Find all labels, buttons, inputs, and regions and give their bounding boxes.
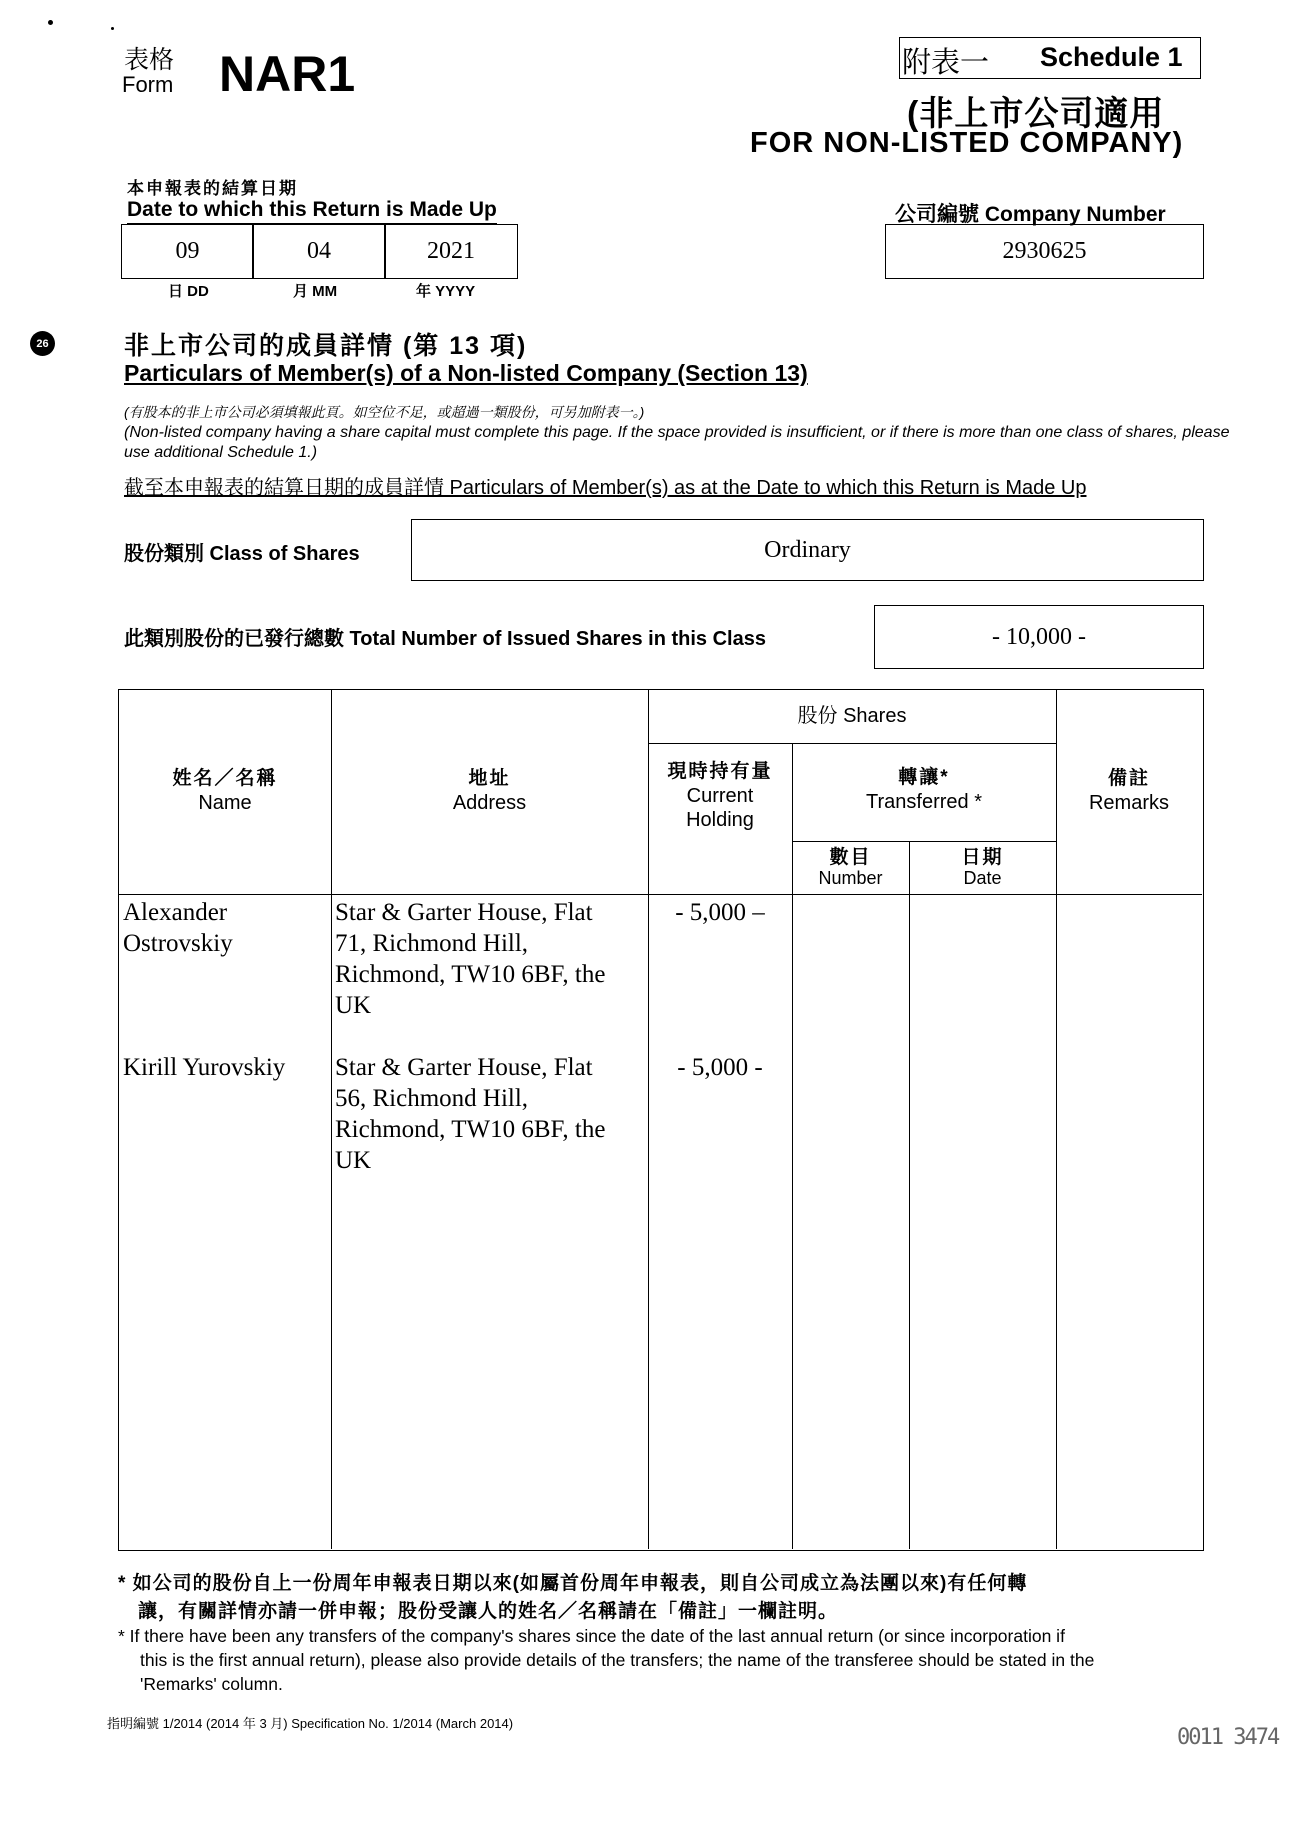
transferred-group-header — [792, 766, 1056, 814]
footnote-line: this is the first annual return), please also provide details of the transfers; the name of the transferee should be stated in the — [140, 1650, 1095, 1670]
remarks-header-en: Remarks — [1088, 792, 1169, 814]
return-date-label-en: Date to which this Return is Made Up — [127, 198, 497, 224]
member-address-cell[interactable] — [335, 897, 645, 1021]
address-header-cn: 地址 — [468, 768, 511, 789]
member-name-line: Kirill Yurovskiy — [123, 1054, 286, 1081]
members-table — [118, 689, 1204, 1551]
form-code: NAR1 — [219, 46, 356, 102]
month-label: 月 MM — [293, 283, 338, 300]
transfer-number-column-header — [792, 847, 909, 889]
member-holding-cell[interactable]: - 5,000 - — [677, 1054, 763, 1081]
return-date-year-field[interactable]: 2021 — [384, 224, 518, 279]
total-issued-shares-field[interactable]: - 10,000 - — [874, 605, 1204, 669]
return-date-day-field[interactable]: 09 — [121, 224, 254, 279]
remarks-column-header — [1056, 767, 1202, 815]
footnote-line: 讓，有關詳情亦請一併申報；股份受讓人的姓名／名稱請在「備註」一欄註明。 — [138, 1601, 839, 1622]
shares-group-header: 股份 Shares — [797, 705, 907, 727]
footnote-line: * 如公司的股份自上一份周年申報表日期以來(如屬首份周年申報表，則自公司成立為法團以來)有任何轉 — [118, 1573, 1028, 1594]
member-name-line: Ostrovskiy — [123, 930, 233, 957]
holding-header-en: Current — [686, 785, 754, 807]
schedule-label-en: Schedule 1 — [1040, 42, 1183, 72]
section-number-badge: 26 — [30, 331, 55, 356]
name-column-header — [119, 767, 331, 815]
number-header-en: Number — [818, 868, 883, 888]
return-date-month-field[interactable]: 04 — [252, 224, 386, 279]
form-label-cn: 表格 — [124, 46, 175, 74]
non-listed-label-cn: (非上市公司適用 — [907, 95, 1165, 133]
member-address-line: UK — [335, 1147, 372, 1174]
member-holding-cell[interactable]: - 5,000 – — [675, 899, 765, 926]
specification-number: 指明編號 1/2014 (2014 年 3 月) Specification No. 1/2014 (March 2014) — [107, 1716, 514, 1731]
member-name-cell[interactable] — [123, 1052, 328, 1083]
holding-header-en-2: Holding — [686, 809, 754, 831]
member-name-cell[interactable] — [123, 897, 328, 959]
holding-header-cn: 現時持有量 — [667, 761, 773, 782]
remarks-header-cn: 備註 — [1107, 768, 1150, 789]
name-header-cn: 姓名／名稱 — [172, 768, 278, 789]
date-header-cn: 日期 — [961, 847, 1004, 868]
address-header-en: Address — [452, 792, 527, 814]
total-issued-shares-label: 此類別股份的已發行總數 Total Number of Issued Shares in this Class — [124, 628, 766, 650]
year-label: 年 YYYY — [416, 283, 476, 300]
member-name-line: Alexander — [123, 899, 228, 926]
particulars-as-at-heading: 截至本申報表的結算日期的成員詳情 Particulars of Member(s) as at the Date to which this Return is Made Up — [124, 477, 1087, 499]
footnote-line: 'Remarks' column. — [140, 1674, 283, 1694]
member-address-line: Star & Garter House, Flat — [335, 1054, 593, 1081]
section-title-en: Particulars of Member(s) of a Non-listed Company (Section 13) — [124, 360, 808, 386]
document-stamp-number: 0011 3474 — [1177, 1725, 1279, 1750]
day-label: 日 DD — [168, 283, 209, 300]
address-column-header — [331, 767, 648, 815]
current-holding-column-header — [648, 760, 792, 832]
transfer-date-column-header — [909, 847, 1056, 889]
section-title-cn: 非上市公司的成員詳情 (第 13 項) — [124, 332, 528, 360]
member-address-cell[interactable] — [335, 1052, 645, 1176]
scan-dot — [111, 27, 114, 30]
date-header-en: Date — [963, 868, 1002, 888]
non-listed-label-en: FOR NON-LISTED COMPANY) — [750, 127, 1184, 159]
transferred-header-cn: 轉讓* — [898, 767, 950, 788]
member-address-line: 56, Richmond Hill, — [335, 1085, 529, 1112]
class-of-shares-label: 股份類別 Class of Shares — [124, 543, 360, 565]
form-label-en: Form — [122, 72, 174, 97]
company-number-field[interactable]: 2930625 — [885, 224, 1204, 279]
transfer-footnote-en — [118, 1624, 1258, 1696]
schedule-label-cn: 附表一 — [902, 47, 990, 79]
member-address-line: Richmond, TW10 6BF, the — [335, 1116, 606, 1143]
return-date-label-cn: 本申報表的結算日期 — [127, 179, 298, 198]
section-note-cn: (有股本的非上市公司必須填報此頁。如空位不足，或超過一類股份，可另加附表一。) — [124, 404, 645, 420]
scan-dot — [48, 20, 53, 25]
number-header-cn: 數目 — [829, 847, 872, 868]
member-address-line: Star & Garter House, Flat — [335, 899, 593, 926]
member-address-line: 71, Richmond Hill, — [335, 930, 529, 957]
member-address-line: Richmond, TW10 6BF, the — [335, 961, 606, 988]
transfer-footnote-cn — [118, 1570, 1258, 1626]
section-note-en: (Non-listed company having a share capital must complete this page. If the space provided is insufficient, or if there is more than one class of shares, please use additional Schedule 1.) — [124, 424, 1230, 461]
transferred-header-en: Transferred * — [866, 791, 982, 813]
class-of-shares-field[interactable]: Ordinary — [411, 519, 1204, 581]
name-header-en: Name — [198, 792, 252, 814]
company-number-label: 公司編號 Company Number — [895, 203, 1166, 226]
footnote-line: * If there have been any transfers of the company's shares since the date of the last annual return (or since incorporation if — [118, 1626, 1065, 1646]
member-address-line: UK — [335, 992, 372, 1019]
